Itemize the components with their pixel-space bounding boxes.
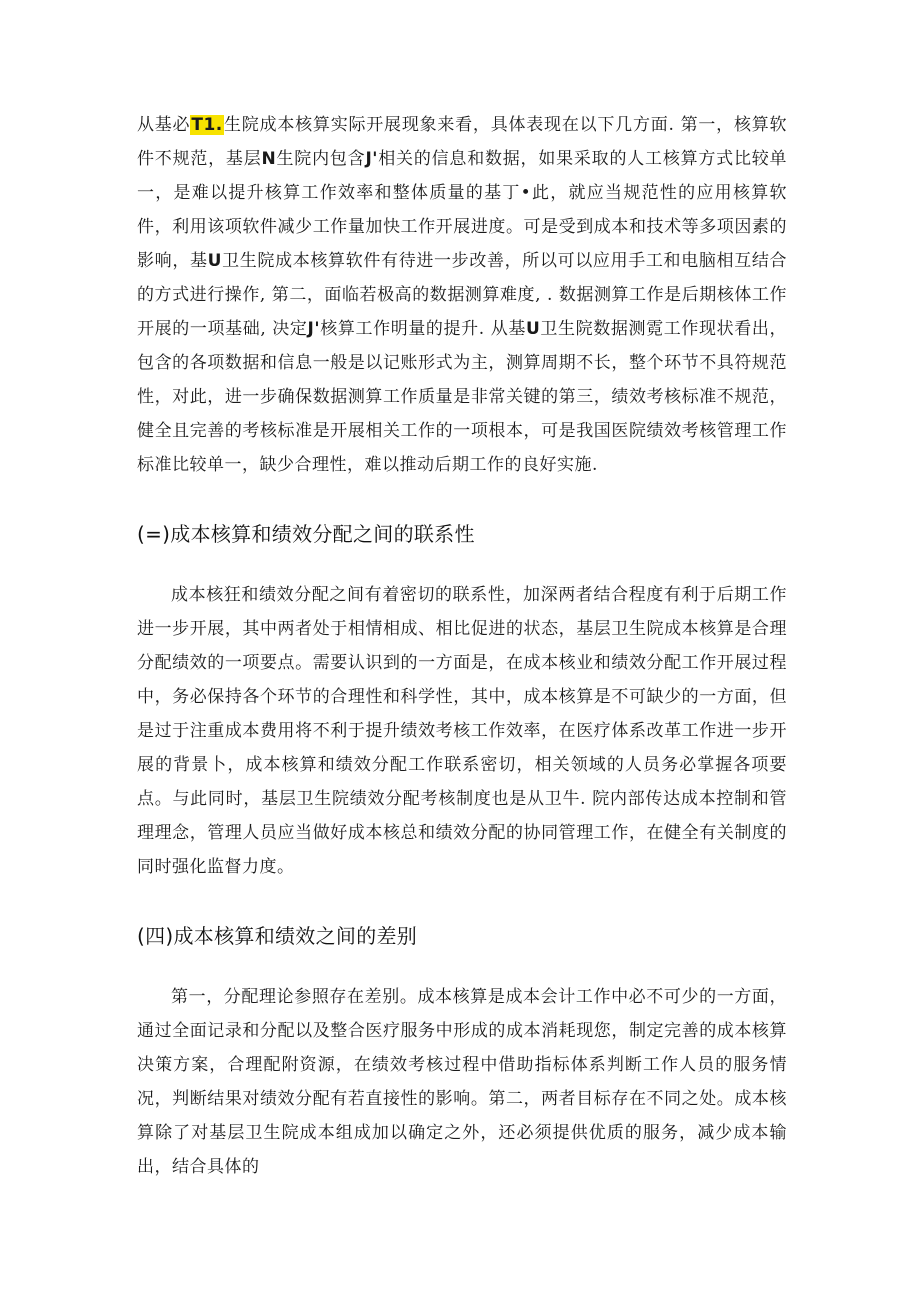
ocr-artifact: U: [525, 319, 541, 339]
ocr-artifact: J': [307, 319, 321, 339]
ocr-artifact: J': [365, 149, 378, 169]
document-page: [137, 108, 787, 1184]
text-segment: 核算工作明量的提升. 从基: [320, 319, 526, 339]
highlighted-ocr-text: T1.: [191, 115, 223, 135]
section-heading-connection: (=)成本核算和绩效分配之间的联系性: [137, 522, 475, 546]
text-segment: 生院内包含: [276, 149, 366, 169]
section-heading-differences: (四)成本核算和绩效之间的差别: [137, 924, 418, 948]
ocr-artifact: N: [261, 149, 277, 169]
text-segment: 卫生院成本核算软件有待进一步改善，所以可以应用手工和电脑相互结合的方式进行操作, 第二，面临若极高的数据测算难度, . 数据测算工作是后期核体工作开展的一项基础, 决定: [137, 251, 788, 339]
text-segment: 生院成本核算实际开展现象来看，具体表现在以下几方面. 第一，核算软件不规范，基层: [137, 115, 787, 169]
paragraph-differences: 第一，分配理论参照存在差别。成本核算是成本会计工作中必不可少的一方面，通过全面记录和分配以及整合医疗服务中形成的成本消耗现您，制定完善的成本核算决策方案，合理配附资源，在绩效考核过程中借助指标体系判断工作人员的服务情况，判断结果对绩效分配有若直接性的影响。第二，两者目标存在不同之处。成本核算除了对基层卫生院成本组成加以确定之外，还必须提供优质的服务，减少成本输出，结合具体的: [137, 987, 787, 1177]
paragraph-software-issues: [137, 108, 787, 482]
text-segment: 相关的信息和数据，如果采取的人工核算方式比较单一，是难以提升核算工作效率和整体质量的基丁•此，就应当规范性的应用核算软件，利用该项软件减少工作量加快工作开展进度。可是受到成本和技术等多项因素的影响，基: [137, 149, 788, 271]
paragraph-connection: 成本核狂和绩效分配之间有着密切的联系性，加深两者结合程度有利于后期工作进一步开展，其中两者处于相情相成、相比促进的状态，基层卫生院成本核算是合理分配绩效的一项要点。需要认识到的一方面是，在成本核业和绩效分配工作开展过程中，务必保持各个环节的合理性和科学性，其中，成本核算是不可缺少的一方面，但是过于注重成本费用将不利于提升绩效考核工作效率，在医疗体系改革工作进一步开展的背景卜，成本核算和绩效分配工作联系密切，相关领域的人员务必掌握各项要点。与此同时，基层卫生院绩效分配考核制度也是从卫牛. 院内部传达成本控制和管理理念，管理人员应当做好成本核总和绩效分配的协同管理工作，在健全有关制度的同时强化监督力度。: [137, 585, 787, 877]
text-segment: 从基必: [137, 115, 191, 135]
text-segment: 卫生院数据测霓工作现状看出，包含的各项数据和信息一般是以记账形式为主，测算周期不长，整个环节不具符规范性，对此，进一步确保数据测算工作质量是非常关键的第三，绩效考核标准不规范，健全且完善的考核标准是开展相关工作的一项根本，可是我国医院绩效考核管理工作标准比较单一，缺少合理性，难以推动后期工作的良好实施.: [137, 319, 788, 475]
ocr-artifact: U: [207, 251, 222, 271]
